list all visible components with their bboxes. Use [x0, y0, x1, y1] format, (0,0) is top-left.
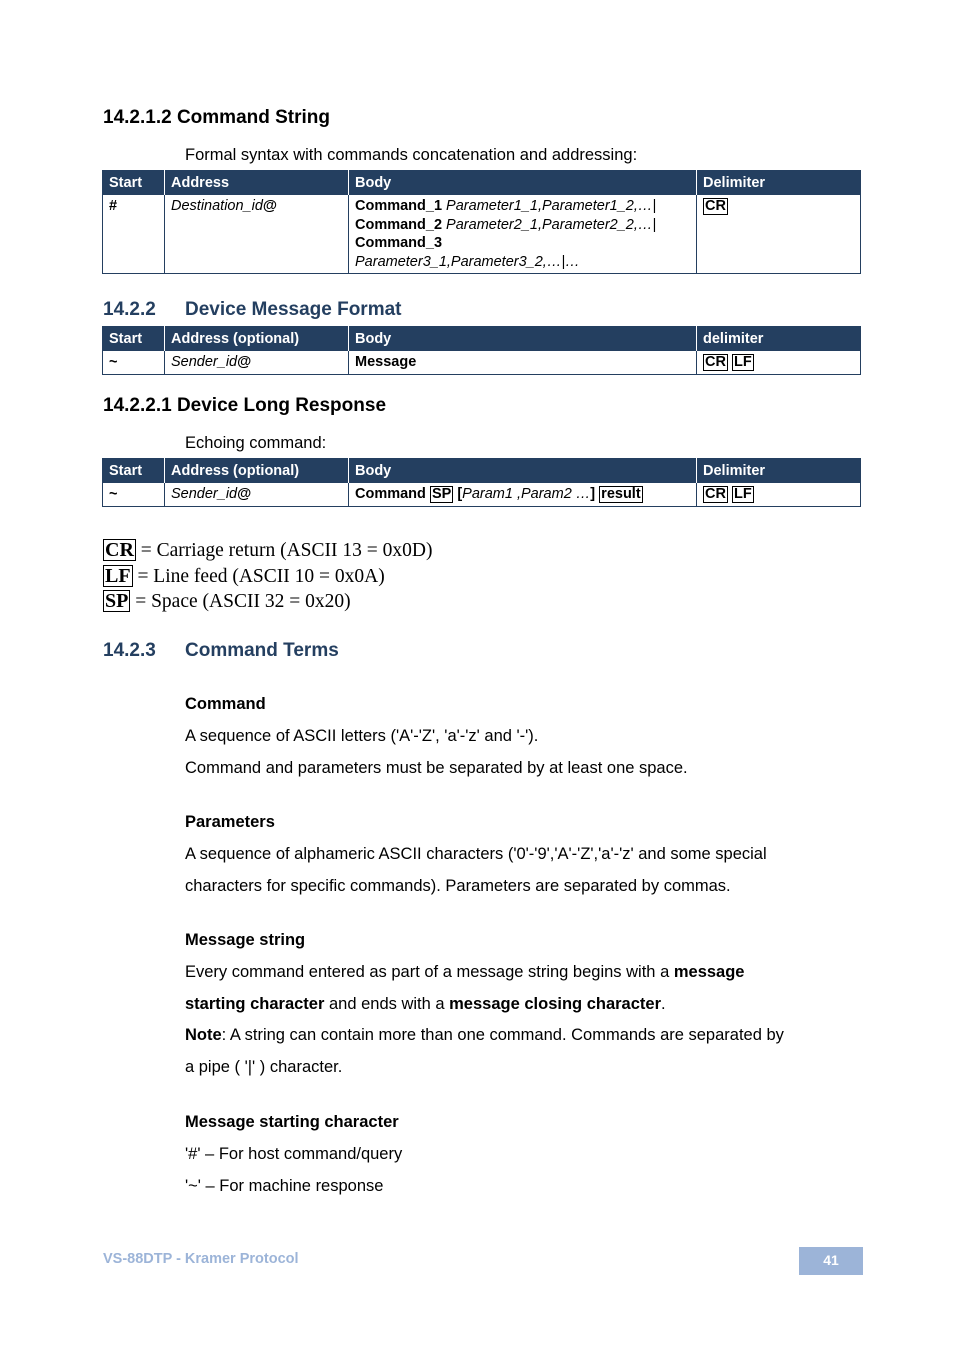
- col-address: Address (optional): [165, 459, 349, 484]
- intro-text: Echoing command:: [185, 434, 327, 452]
- cell-address: Sender_id@: [165, 351, 349, 374]
- lf-key: LF: [733, 486, 752, 502]
- cell-body: Command SP [Param1 ,Param2 …] result: [349, 483, 697, 506]
- col-start: Start: [103, 171, 165, 196]
- section-title: Device Long Response: [176, 395, 387, 416]
- section-title: Command Terms: [185, 640, 339, 661]
- section-number: 14.2.3: [103, 640, 156, 661]
- cell-delimiter: [697, 195, 861, 274]
- lf-key: LF: [733, 354, 752, 370]
- term-message-string-desc: Every command entered as part of a message string begins with a message starting character and ends with a message closing character. Note: A string can contain more than one command. Commands are separated by a pipe ( '|' ) character.: [185, 963, 784, 1077]
- section-title: Command String: [176, 107, 331, 128]
- cell-address: Destination_id@: [165, 195, 349, 274]
- term-command-desc: A sequence of ASCII letters ('A'-'Z', 'a'-'z' and '-'). Command and parameters must be separated by at least one space.: [185, 727, 688, 777]
- col-delimiter: Delimiter: [697, 171, 861, 196]
- term-parameters-title: Parameters: [185, 813, 275, 831]
- term-command-title: Command: [185, 695, 266, 713]
- cell-delimiter: [697, 351, 861, 374]
- cr-key: CR: [705, 486, 726, 502]
- table-row: [103, 195, 861, 274]
- cell-start: #: [103, 195, 165, 274]
- footer-title: VS-88DTP - Kramer Protocol: [103, 1251, 299, 1267]
- section-title: Device Message Format: [185, 299, 402, 320]
- col-delimiter: delimiter: [697, 327, 861, 352]
- table-row: [103, 351, 861, 374]
- page-number: 41: [799, 1247, 863, 1275]
- col-address: Address: [165, 171, 349, 196]
- table-header-row: [103, 171, 861, 196]
- section-number: 14.2.2: [103, 299, 156, 320]
- intro-text: Formal syntax with commands concatenation and addressing:: [185, 146, 638, 164]
- section-heading-14212: [103, 107, 330, 129]
- col-start: Start: [103, 459, 165, 484]
- cell-body: Message: [349, 351, 697, 374]
- term-msg-start-char-desc: '#' – For host command/query '~' – For machine response: [185, 1145, 403, 1195]
- term-message-string-title: Message string: [185, 931, 306, 949]
- cell-start: ~: [103, 483, 165, 506]
- section-heading-1422: [103, 299, 402, 321]
- section-heading-14221: [103, 395, 386, 417]
- term-parameters-desc: A sequence of alphameric ASCII characters ('0'-'9','A'-'Z','a'-'z' and some special characters for specific commands). Parameters are separated by commas.: [185, 845, 767, 895]
- col-body: Body: [349, 327, 697, 352]
- col-address: Address (optional): [165, 327, 349, 352]
- cr-key: CR: [705, 198, 726, 214]
- col-body: Body: [349, 171, 697, 196]
- col-body: Body: [349, 459, 697, 484]
- term-msg-start-char-title: Message starting character: [185, 1113, 399, 1131]
- command-string-table: [102, 170, 861, 274]
- legend-item-cr: CR = Carriage return (ASCII 13 = 0x0D): [105, 539, 433, 561]
- table-header-row: [103, 327, 861, 352]
- section-heading-1423: [103, 640, 339, 662]
- section-number: 14.2.1.2: [103, 107, 172, 128]
- cell-body: Command_1 Parameter1_1,Parameter1_2,…| Command_2 Parameter2_1,Parameter2_2,…| Command_3 Parameter3_1,Parameter3_2,…|…: [349, 195, 697, 274]
- legend-item-lf: LF = Line feed (ASCII 10 = 0x0A): [105, 564, 385, 587]
- col-delimiter: Delimiter: [697, 459, 861, 484]
- cell-start: ~: [103, 351, 165, 374]
- result-key: result: [601, 486, 641, 502]
- key-legend: [103, 538, 432, 615]
- cell-delimiter: [697, 483, 861, 506]
- table-header-row: [103, 459, 861, 484]
- section-number: 14.2.2.1: [103, 395, 172, 416]
- sp-key: SP: [431, 486, 452, 502]
- cr-key: CR: [705, 354, 726, 370]
- long-response-table: [102, 458, 861, 507]
- note: Note: A string can contain more than one command. Commands are separated by: [185, 1026, 784, 1045]
- device-message-table: [102, 326, 861, 375]
- legend-item-sp: SP = Space (ASCII 32 = 0x20): [105, 590, 351, 612]
- table-row: [103, 483, 861, 506]
- col-start: Start: [103, 327, 165, 352]
- cell-address: Sender_id@: [165, 483, 349, 506]
